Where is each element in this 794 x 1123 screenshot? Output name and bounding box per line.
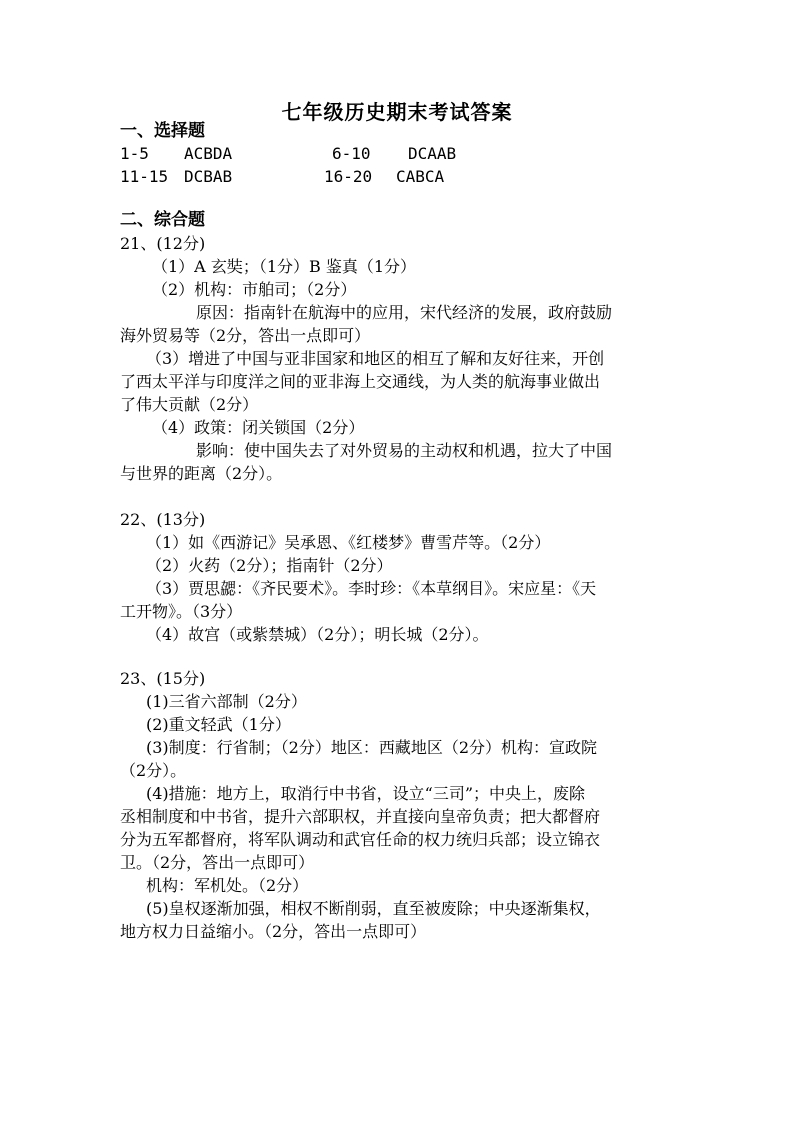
answer-row-1: [120, 143, 457, 165]
answer-range: 16-20: [324, 167, 373, 186]
q23-line: (4)措施：地方上，取消行中书省，设立“三司”；中央上，废除: [146, 784, 586, 803]
page-title: 七年级历史期末考试答案: [281, 100, 513, 124]
q21-line: （1）A 玄奘；（1分）B 鉴真（1分）: [152, 257, 417, 276]
q23-line: 丞相制度和中书省，提升六部职权，并直接向皇帝负责；把大都督府: [120, 807, 601, 826]
q21-line: 了伟大贡献（2分）: [120, 395, 259, 414]
q22-line: （1）如《西游记》吴承恩、《红楼梦》曹雪芹等。（2分）: [146, 533, 551, 552]
q23-line: (3)制度：行省制；（2分）地区：西藏地区（2分）机构：宣政院: [146, 738, 598, 757]
q23-line: (1)三省六部制（2分）: [146, 692, 307, 711]
answer-row-2: [120, 166, 445, 188]
q23-line: 地方权力日益缩小。（2分，答出一点即可）: [120, 922, 427, 941]
answer-key: ACBDA: [184, 144, 233, 163]
answer-range: 6-10: [332, 144, 371, 163]
q21-line: 了西太平洋与印度洋之间的亚非海上交通线，为人类的航海事业做出: [120, 372, 601, 391]
q23-line: 机构：军机处。（2分）: [146, 876, 309, 895]
q22-line: （2）火药（2分）；指南针（2分）: [146, 556, 393, 575]
q21-line: 与世界的距离（2分）。: [120, 464, 283, 483]
q23-line: 分为五军都督府，将军队调动和武官任命的权力统归兵部；设立锦衣: [120, 830, 601, 849]
q22-line: 工开物》。（3分）: [120, 602, 243, 621]
answer-range: 1-5: [120, 144, 149, 163]
q23-line: 卫。（2分，答出一点即可）: [120, 853, 315, 872]
q22-line: （4）故宫（或紫禁城）（2分）；明长城（2分）。: [146, 625, 489, 644]
answer-key: DCBAB: [184, 167, 233, 186]
q23-line: (5)皇权逐渐加强，相权不断削弱，直至被废除；中央逐渐集权，: [146, 899, 601, 918]
q22-line: （3）贾思勰：《齐民要术》。李时珍：《本草纲目》。宋应星：《天: [146, 579, 597, 598]
q21-line: （3）增进了中国与亚非国家和地区的相互了解和友好往来，开创: [146, 349, 605, 368]
answer-range: 11-15: [120, 167, 169, 186]
q21-line: 影响：使中国失去了对外贸易的主动权和机遇，拉大了中国: [196, 441, 613, 460]
q21-line: 原因：指南针在航海中的应用，宋代经济的发展，政府鼓励: [196, 303, 613, 322]
q21-line: （4）政策：闭关锁国（2分）: [152, 418, 365, 437]
answer-key: CABCA: [396, 167, 445, 186]
question-23-head: 23、(15分): [120, 669, 206, 688]
q23-line: (2)重文轻武（1分）: [146, 715, 291, 734]
q23-line: （2分）。: [120, 761, 187, 780]
q21-line: （2）机构：市舶司；（2分）: [152, 280, 357, 299]
q21-line: 海外贸易等（2分，答出一点即可）: [120, 326, 371, 345]
answer-key: DCAAB: [408, 144, 457, 163]
question-22-head: 22、(13分): [120, 510, 206, 529]
section2-heading: 二、综合题: [120, 210, 205, 230]
section1-heading: 一、选择题: [120, 121, 205, 141]
question-21-head: 21、(12分): [120, 234, 206, 253]
